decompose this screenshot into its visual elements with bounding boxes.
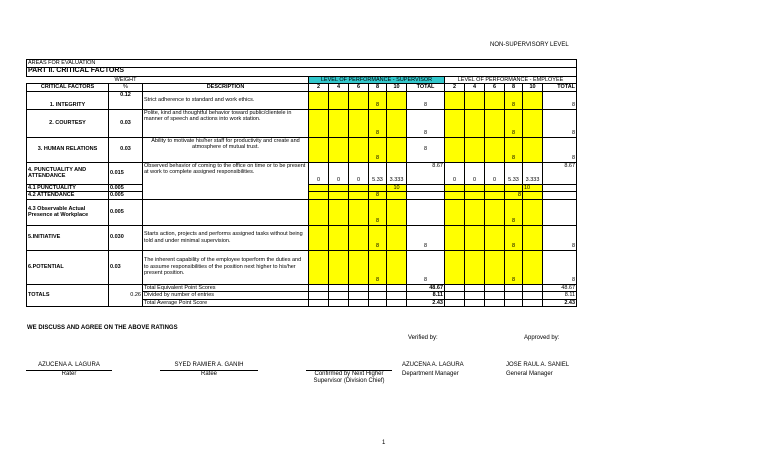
emp-score: 8	[505, 137, 523, 162]
sup-scale-8: 8	[369, 84, 387, 92]
emp-value: 3.333	[523, 162, 543, 184]
part-title: PART II. CRITICAL FACTORS	[27, 67, 577, 76]
department-manager-name: AZUCENA A. LAGURA	[402, 362, 464, 368]
department-manager-role: Department Manager	[402, 371, 459, 377]
totals-line-1: Total Equivalent Point Scores	[143, 284, 309, 292]
supervisor-group-header: LEVEL OF PERFORMANCE - SUPERVISOR	[309, 76, 445, 84]
agreement-statement: WE DISCUSS AND AGREE ON THE ABOVE RATINGS	[27, 325, 178, 331]
emp-divided: 8.11	[543, 292, 577, 300]
ratee-name: SYED RAMIER A. GANIH	[174, 362, 244, 368]
emp-scale-4: 4	[465, 84, 485, 92]
areas-label: AREAS FOR EVALUATION	[27, 60, 577, 68]
table-row	[27, 250, 577, 284]
sup-scale-4: 4	[329, 84, 349, 92]
sup-value: 3.333	[387, 162, 407, 184]
table-row	[27, 137, 577, 162]
table-row	[27, 91, 577, 109]
emp-scale-8: 8	[505, 84, 523, 92]
ratee-role: Ratee	[200, 371, 217, 377]
emp-total: 8	[543, 250, 577, 284]
emp-scale-10: 10	[523, 84, 543, 92]
description-header: DESCRIPTION	[143, 84, 309, 92]
weight-header: WEIGHT	[114, 76, 137, 83]
totals-weight: 0.26	[109, 284, 143, 307]
rater-name: AZUCENA A. LAGURA	[38, 362, 100, 368]
sup-total: 8	[407, 137, 445, 162]
sup-divided: 8.11	[407, 292, 445, 300]
factor-description: The inherent capability of the employee toperform the duties and to assume responsibilities of the position next higher to his/her present position.	[143, 250, 309, 284]
general-manager-role: General Manager	[506, 371, 553, 377]
table-row	[27, 109, 577, 137]
emp-total: 8	[543, 91, 577, 109]
factor-weight: 0.015	[109, 162, 143, 184]
emp-total: 8.67	[543, 162, 577, 184]
factor-description: Ability to motivate his/her staff for productivity and create and atmosphere of mutual trust.	[143, 137, 309, 162]
approved-by-label: Approved by:	[524, 335, 560, 341]
totals-line-3: Total Average Point Score	[143, 299, 309, 307]
totals-line-2: Divided by number of entries	[143, 292, 309, 300]
sup-score: 8	[369, 250, 387, 284]
emp-score: 8	[505, 199, 523, 225]
factor-weight: 0.03	[109, 250, 143, 284]
emp-value: 0	[465, 162, 485, 184]
emp-value: 0	[485, 162, 505, 184]
emp-value: 5.33	[505, 162, 523, 184]
sup-score: 8	[369, 225, 387, 250]
table-row	[27, 199, 577, 225]
emp-total-header: TOTAL	[543, 84, 577, 92]
general-manager-name: JOSE RAUL A. SANIEL	[506, 362, 570, 368]
sup-value: 0	[329, 162, 349, 184]
factor-weight: 0.03	[109, 109, 143, 137]
employee-group-header: LEVEL OF PERFORMANCE - EMPLOYEE	[445, 76, 577, 84]
confirmed-by-label: Confirmed by Next Higher Supervisor (Division Chief)	[313, 371, 385, 384]
sup-total: 8.67	[407, 162, 445, 184]
factor-name: 4.1 PUNCTUALITY	[27, 184, 109, 192]
emp-score: 8	[505, 91, 523, 109]
sup-value: 5.33	[369, 162, 387, 184]
sup-value: 0	[349, 162, 369, 184]
sup-score: 8	[369, 91, 387, 109]
sup-total: 8	[407, 91, 445, 109]
emp-score: 8	[505, 225, 523, 250]
factor-name: 5.INITIATIVE	[27, 225, 109, 250]
sup-total-header: TOTAL	[407, 84, 445, 92]
table-row	[27, 225, 577, 250]
factor-name: 4.2 ATTENDANCE	[27, 192, 109, 200]
factor-weight: 0.005	[109, 192, 143, 200]
emp-score: 10	[523, 184, 543, 192]
factor-description: Observed behavior of coming to the office on time or to be present at work to complete assigned responsibilities.	[143, 162, 309, 199]
sup-scale-2: 2	[309, 84, 329, 92]
emp-score: 8	[505, 109, 523, 137]
sup-value: 0	[309, 162, 329, 184]
emp-total: 8	[543, 137, 577, 162]
emp-value: 0	[445, 162, 465, 184]
critical-factors-header: CRITICAL FACTORS	[27, 84, 109, 92]
emp-score: 8	[505, 192, 523, 200]
sup-total: 8	[407, 109, 445, 137]
emp-score: 8	[505, 250, 523, 284]
factor-weight: 0.03	[109, 137, 143, 162]
totals-label: TOTALS	[27, 284, 109, 307]
factor-weight: 0.005	[109, 184, 143, 192]
sup-score: 8	[369, 109, 387, 137]
emp-total: 8	[543, 109, 577, 137]
rater-role: Rater	[61, 371, 77, 377]
sup-scale-6: 6	[349, 84, 369, 92]
emp-scale-2: 2	[445, 84, 465, 92]
factor-name: 6.POTENTIAL	[27, 250, 109, 284]
factor-name: 1. INTEGRITY	[27, 91, 109, 109]
sup-scale-10: 10	[387, 84, 407, 92]
emp-average: 2.43	[543, 299, 577, 307]
factor-name: 2. COURTESY	[27, 109, 109, 137]
evaluation-table	[26, 59, 577, 307]
factor-name: 3. HUMAN RELATIONS	[27, 137, 109, 162]
factor-name: 4. PUNCTUALITY AND ATTENDANCE	[27, 162, 109, 184]
emp-total-points: 48.67	[543, 284, 577, 292]
factor-weight: 0.12	[109, 91, 143, 109]
factor-name: 4.3 Observable Actual Presence at Workplace	[27, 199, 109, 225]
sup-average: 2.43	[407, 299, 445, 307]
factor-description: Starts action, projects and performs assigned tasks without being told and under minimal supervision.	[143, 225, 309, 250]
emp-scale-6: 6	[485, 84, 505, 92]
percent-header: %	[109, 84, 143, 92]
factor-weight: 0.005	[109, 199, 143, 225]
factor-weight: 0.030	[109, 225, 143, 250]
factor-description: Polite, kind and thoughtful behavior toward public/clientele in manner of speech and actions into work station.	[143, 109, 309, 137]
page-number: 1	[382, 440, 386, 446]
sup-score: 8	[369, 192, 387, 200]
sup-score: 8	[369, 199, 387, 225]
verified-by-label: Verified by:	[408, 335, 438, 341]
sup-score: 10	[387, 184, 407, 192]
sup-total-points: 48.67	[407, 284, 445, 292]
factor-description: Strict adherence to standard and work ethics.	[143, 91, 309, 109]
sup-total: 8	[407, 225, 445, 250]
sup-total: 8	[407, 250, 445, 284]
form-level-label: NON-SUPERVISORY LEVEL	[490, 42, 569, 48]
emp-total: 8	[543, 225, 577, 250]
table-row	[27, 162, 577, 184]
sup-score: 8	[369, 137, 387, 162]
